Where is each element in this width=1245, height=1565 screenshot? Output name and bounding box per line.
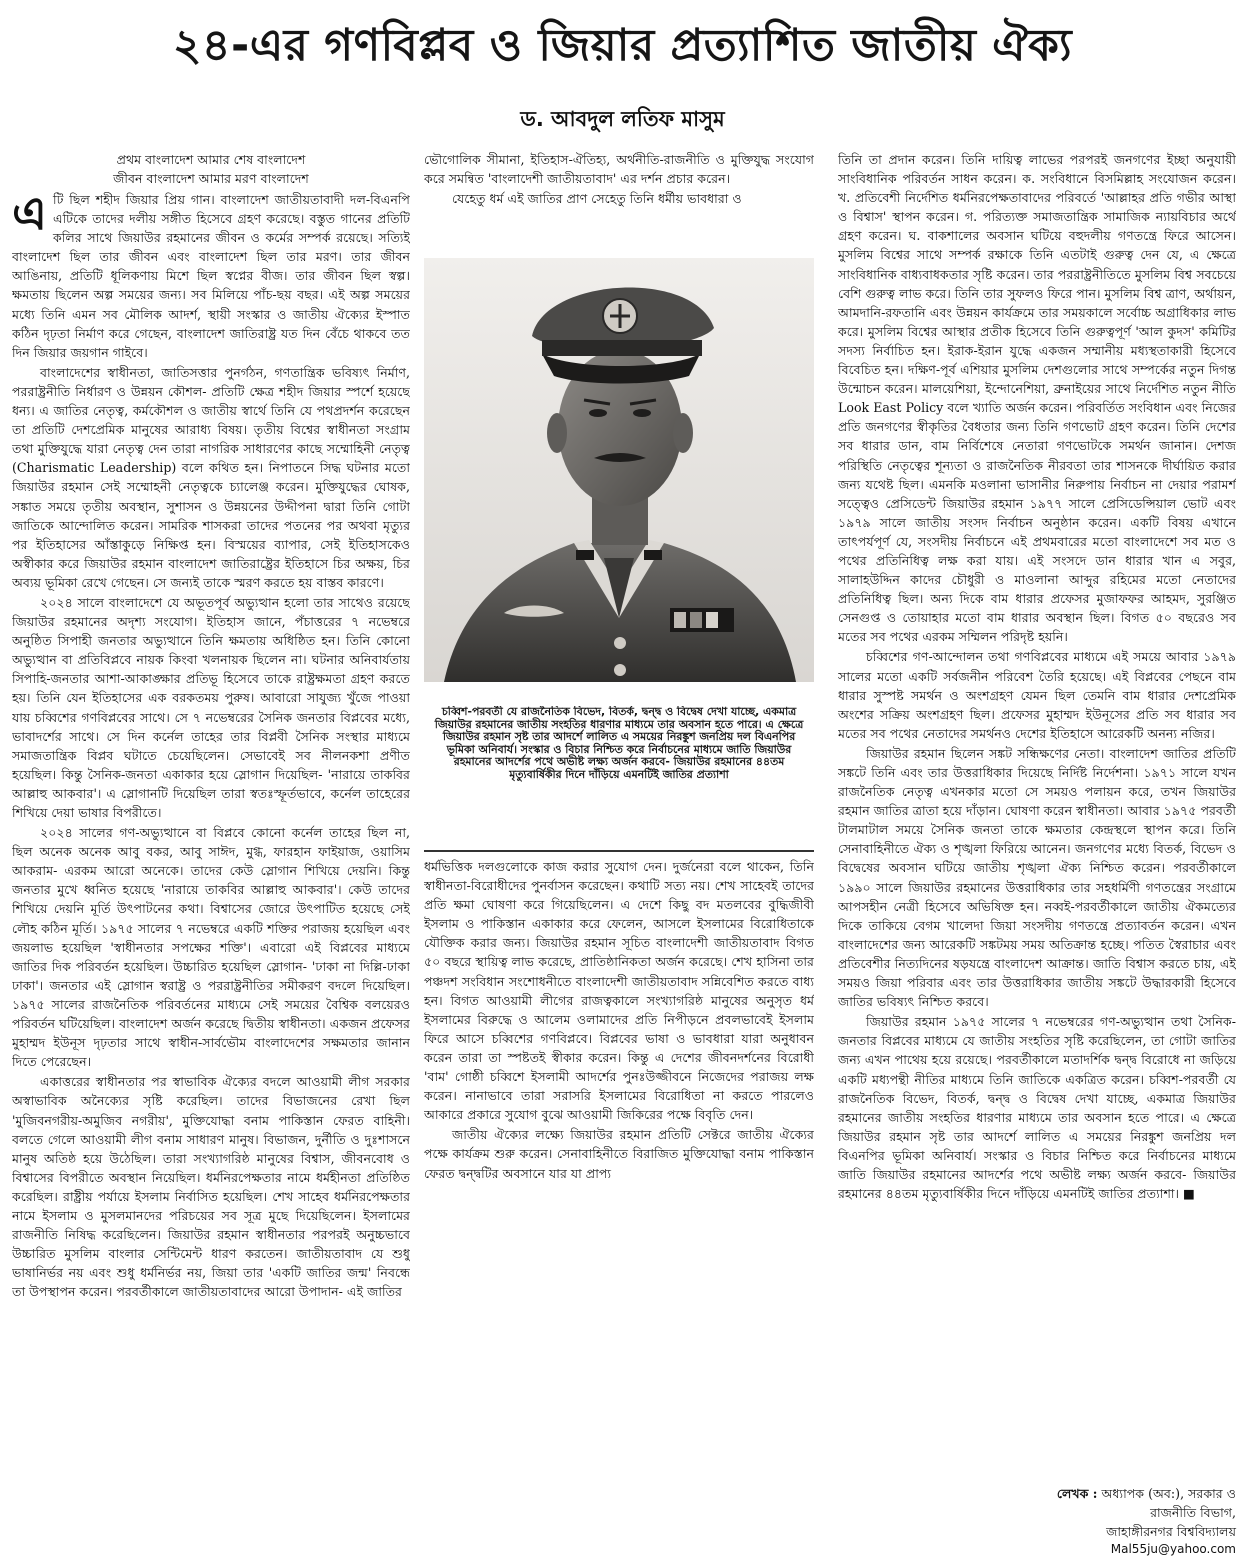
- column-1: [12, 150, 410, 1555]
- column-2-top: [424, 150, 814, 256]
- paragraph: বাংলাদেশের স্বাধীনতা, জাতিসত্তার পুনর্গঠন, গণতান্ত্রিক ভবিষ্যৎ নির্মাণ, পররাষ্ট্রনীতি নির্ধারণ ও উন্নয়ন কৌশল- প্রতিটি ক্ষেত্র শহীদ জিয়ার স্পর্শে হয়েছে ধন্য। এ জাতির নেতৃত্ব, কর্মকৌশল ও জাতীয় স্বার্থে তিনি যে পথপ্রদর্শন করেছেন তা প্রতিটি দেশপ্রেমিক মানুষের আরাধ্য বিষয়। তৃতীয় বিশ্বের স্বাধীনতা সংগ্রাম তথা মুক্তিযুদ্ধে যারা নেতৃত্ব দেন তারা নাগরিক সাধারণের কাছে সম্মোহিনী নেতৃত্ব (Charismatic Leadership) বলে কথিত হন। নিপাতনে সিদ্ধ ঘটনার মতো জিয়াউর রহমান সেই সম্মোহনী নেতৃত্বকে চ্যালেঞ্জ করেন। মুক্তিযুদ্ধের ঘোষক, সঙ্কাত সময়ে তৃতীয় অবস্থান, সুশাসন ও উন্নয়নের উদ্দীপনা দ্বারা তিনি গোটা জাতিকে আন্দোলিত করেন। সামরিক শাসকরা তাদের পতনের পর অথবা মৃত্যুর পর ইতিহাসের আঁস্তাকুড়ে নিক্ষিপ্ত হন। বিস্ময়ের ব্যাপার, সেই ইতিহাসকেও অস্বীকার করে জিয়াউর রহমান বাংলাদেশ জাতিরাষ্ট্রের ইতিহাসে চির অক্ষয়, চির অব্যয় ভূমিকা রেখে গেছেন। সে জন্যই তাকে স্মরণ করতে হয় বাস্তব কারণে।: [12, 364, 410, 590]
- author-credit-line-1: অধ্যাপক (অব:), সরকার ও: [1101, 1486, 1236, 1501]
- paragraph: ২০২৪ সালের গণ-অভ্যুত্থানে বা বিপ্লবে কোনো কর্নেল তাহের ছিল না, ছিল অনেক অনেক আবু বকর, আবু সাঈদ, মুগ্ধ, ফারহান ফাইয়াজ, ওয়াসিম আকরাম- এরকম আরো অনেকে। তাদের কেউ স্লোগান শিখিয়ে দেয়নি। কিন্তু জনতার মুখে ধ্বনিত হয়েছে 'নারায়ে তাকবির আল্লাহু আকবার'। কেউ তাদের শিখিয়ে দেয়নি মূর্তি উৎপাটনের কথা। বিশ্বাসের জোরে উৎপাটিত হয়েছে সেই লৌহ কঠিন মূর্তি। ১৯৭৫ সালের ৭ নভেম্বরে একটি শক্তির পরাজয় হয়েছিল এবং জয়লাভ হয়েছিল 'স্বাধীনতার সপক্ষের শক্তি'। এবারো এই বিপ্লবের মাধ্যমে জাতির দিক পরিবর্তন হয়েছিল। উচ্চারিত হয়েছিল স্লোগান- 'ঢাকা না দিল্লি-ঢাকা ঢাকা'। জনতার এই স্লোগান স্বরাষ্ট্র ও পররাষ্ট্রনীতির সমীকরণ বদলে দিয়েছিল। ১৯৭৫ সালের রাজনৈতিক পরিবর্তনের মাধ্যমে সেই সময়ের বৈশ্বিক বলয়েরও পরিবর্তন ঘটিয়েছিল। বাংলাদেশ অর্জন করেছে দ্বিতীয় স্বাধীনতা। একজন প্রফেসর মুহাম্মদ ইউনূস দৃঢ়তার সাথে স্বাধীন-সার্বভৌম বাংলাদেশের সক্ষমতার জানান দিতে পেরেছেন।: [12, 825, 410, 1070]
- byline: ড. আবদুল লতিফ মাসুম: [520, 107, 725, 131]
- drop-cap: এ: [12, 186, 47, 240]
- paragraph: জিয়াউর রহমান ১৯৭৫ সালের ৭ নভেম্বরের গণ-অভ্যুত্থান তথা সৈনিক-জনতার বিপ্লবের মাধ্যমে যে জাতীয় সংহতির সৃষ্টি করেছিলেন, তা গোটা জাতির জন্য এখন পাথেয় হয়ে রয়েছে। পরবর্তীকালে মতাদর্শিক দ্বন্দ্ব বিরোধে না জড়িয়ে একটি মধ্যপন্থী নীতির মাধ্যমে তিনি জাতিকে একত্রিত করেন। চব্বিশ-পরবর্তী যে রাজনৈতিক বিভেদ, বিতর্ক, দ্বন্দ্ব ও বিদ্বেষ দেখা যাচ্ছে, একমাত্র জিয়াউর রহমানের জাতীয় সংহতির ধারণার মাধ্যমে তার অবসান হতে পারে। এ ক্ষেত্রে জিয়াউর রহমান সৃষ্ট তার আদর্শে লালিত এ সময়ের নিরঙ্কুশ জনপ্রিয় দল বিএনপির ভূমিকা অনিবার্য। সংস্কার ও বিচার নিশ্চিত করে নির্বাচনের মাধ্যমে জাতি জিয়াউর রহমানের আদর্শের পথে অভীষ্ট লক্ষ্য অর্জন করবে- জিয়াউর রহমানের ৪৪তম মৃত্যুবার্ষিকীর দিনে দাঁড়িয়ে এমনটিই জাতির প্রত্যাশা। ■: [838, 1014, 1236, 1202]
- song-line-2: জীবন বাংলাদেশ আমার মরণ বাংলাদেশ: [113, 171, 309, 186]
- author-credit-line-2: রাজনীতি বিভাগ,: [1150, 1505, 1236, 1520]
- author-credit: [920, 1484, 1236, 1541]
- paragraph: একাত্তরের স্বাধীনতার পর স্বাভাবিক ঐক্যের বদলে আওয়ামী লীগ সরকার অস্বাভাবিক অনৈক্যের সৃষ্টি করেছিল। তাদের বিভাজনের রেখা ছিল 'মুজিবনগরীয়-অমুজিব নগরীয়', মুক্তিযোদ্ধা বনাম পাকিস্তান ফেরত বাহিনী। বলতে গেলে আওয়ামী লীগ বনাম সাধারণ মানুষ। বিভাজন, দুর্নীতি ও দুঃশাসনে মানুষ অতিষ্ঠ হয়ে উঠেছিল। তারা সংখ্যাগরিষ্ঠ মানুষের বিশ্বাস, জীবনবোধ ও বিশ্বাসের বিপরীতে অবস্থান নিয়েছিল। ধর্মনিরপেক্ষতার নামে ধর্মহীনতা প্রতিষ্ঠিত করেছিল। রাষ্ট্রীয় পর্যায়ে ইসলাম নির্বাসিত হয়েছিল। শেখ সাহেব ধর্মনিরপেক্ষতার নামে ইসলাম ও মুসলমানদের পরিচয়ের সব সূত্র মুছে দিয়েছিলেন। ইসলামের রাজনীতি নিষিদ্ধ করেছিলেন। জিয়াউর রহমান স্বাধীনতার পরপরই অনুচ্চভাবে উচ্চারিত মুসলিম বাংলার সেন্টিমেন্ট ধারণ করতেন। জাতীয়তাবাদ যে শুধু ভাষানির্ভর নয় এবং শুধু ধর্মনির্ভর নয়, জিয়া তার 'একটি জাতির জন্ম' নিবন্ধে তা উপস্থাপন করেন। পরবর্তীকালে জাতীয়তাবাদের আরো উপাদান- এই জাতির: [12, 1074, 410, 1300]
- paragraph: ২০২৪ সালে বাংলাদেশে যে অভূতপূর্ব অভ্যুত্থান হলো তার সাথেও রয়েছে জিয়াউর রহমানের অদৃশ্য সংযোগ। ইতিহাস জানে, পঁচাত্তরের ৭ নভেম্বরে অনুষ্ঠিত সিপাহী জনতার অভ্যুত্থানে তিনি ক্ষমতায় অধিষ্ঠিত হন। তিনি কোনো অভ্যুত্থান বা প্রতিবিপ্লবে নায়ক কিংবা খলনায়ক ছিলেন না। ঘটনার অনিবার্যতায় সিপাহি-জনতার আশা-আকাঙ্ক্ষার প্রতিভূ হিসেবে তাকে রাষ্ট্রক্ষমতা গ্রহণ করতে হয়। তিনি যেন ইতিহাসের এক বরকতময় পুরুষ। আবারো সাযুজ্য খুঁজে পাওয়া যায় চব্বিশের গণবিপ্লবের সাথে। সে ৭ নভেম্বরের সৈনিক জনতার বিপ্লবের মধ্যে, ভাবাদর্শের সাথে। সে দিন কর্নেল তাহের তার বিপ্লবী সৈনিক সংস্থার মাধ্যমে সমাজতান্ত্রিক বিপ্লব ঘটাতে চেয়েছিলেন। সেভাবেই সব নীলনকশা প্রণীত হয়েছিল। কিন্তু সৈনিক-জনতা একাকার হয়ে স্লোগান দিয়েছিল- 'নারায়ে তাকবির আল্লাহু আকবার'। এ স্লোগানটি দিয়েছিল তারা স্বতঃস্ফূর্তভাবে, কর্নেল তাহেরের শিখিয়ে দেয়া ভাষার বিপরীতে।: [12, 594, 410, 820]
- song-verse: [12, 150, 410, 188]
- author-credit-line-3: জাহাঙ্গীরনগর বিশ্ববিদ্যালয়: [1106, 1524, 1236, 1539]
- pull-quote: চব্বিশ-পরবর্তী যে রাজনৈতিক বিভেদ, বিতর্ক, দ্বন্দ্ব ও বিদ্বেষ দেখা যাচ্ছে, একমাত্র জিয়াউর রহমানের জাতীয় সংহতির ধারণার মাধ্যমে তার অবসান হতে পারে। এ ক্ষেত্রে জিয়াউর রহমান সৃষ্ট তার আদর্শে লালিত এ সময়ের নিরঙ্কুশ জনপ্রিয় দল বিএনপির ভূমিকা অনিবার্য। সংস্কার ও বিচার নিশ্চিত করে নির্বাচনের মাধ্যমে জাতি জিয়াউর রহমানের আদর্শের পথে অভীষ্ট লক্ষ্য অর্জন করবে- জিয়াউর রহমানের ৪৪তম মৃত্যুবার্ষিকীর দিনে দাঁড়িয়ে এমনটিই জাতির প্রত্যাশা: [434, 706, 804, 781]
- paragraph: ধর্মভিত্তিক দলগুলোকে কাজ করার সুযোগ দেন। দুর্জনেরা বলে থাকেন, তিনি স্বাধীনতা-বিরোধীদের পুনর্বাসন করেছেন। কথাটি সত্য নয়। শেখ সাহেবই তাদের প্রতি ক্ষমা ঘোষণা করে গিয়েছিলেন। এ দেশে কিছু বদ মতলবের বুদ্ধিজীবী ইসলাম ও পাকিস্তান একাকার করে ফেলেন, আসলে ইসলামের বিরোধিতাকে যৌক্তিক করার জন্য। জিয়াউর রহমান সূচিত বাংলাদেশী জাতীয়তাবাদ বিগত ৫০ বছরে স্থায়িত্ব লাভ করেছে, প্রাতিষ্ঠানিকতা অর্জন করেছে। শেখ হাসিনা তার পঞ্চদশ সংবিধান সংশোধনীতে বাংলাদেশী জাতীয়তাবাদ সন্নিবেশিত করতে বাধ্য হন। বিগত আওয়ামী লীগের রাজত্বকালে সংখ্যাগরিষ্ঠ মানুষের অনুসৃত ধর্ম ইসলামের বিরুদ্ধে ও আলেম ওলামাদের প্রতি নিপীড়নে প্রবলভাবেই ইসলাম ফিরে আসে চব্বিশের গণবিপ্লবে। বিপ্লবের ভাষা ও ভাবধারা যারা অনুধাবন করেন তারা তা স্পষ্টতই স্বীকার করেন। কিন্তু এ দেশের জীবনদর্শনের বিরোধী 'বাম' গোষ্ঠী চব্বিশে ইসলামী আদর্শের পুনঃউজ্জীবনে নিজেদের পরাজয় লক্ষ করেন। নানাভাবে তারা সরাসরি ইসলামের বিরোধিতা না করতে পারলেও আকারে প্রকারে সুযোগ বুঝে আওয়ামী জিকিরের পক্ষে বিবৃতি দেন।: [424, 859, 814, 1123]
- portrait-photo: [424, 258, 814, 682]
- headline: ২৪-এর গণবিপ্লব ও জিয়ার প্রত্যাশিত জাতীয় ঐক্য: [172, 20, 1073, 71]
- column-3: [838, 150, 1236, 1480]
- paragraph: ভৌগোলিক সীমানা, ইতিহাস-ঐতিহ্য, অর্থনীতি-রাজনীতি ও মুক্তিযুদ্ধ সংযোগ করে সমন্বিত 'বাংলাদেশী জাতীয়তাবাদ' এর দর্শন প্রচার করেন।: [424, 152, 814, 187]
- portrait-photo-icon: [424, 258, 814, 682]
- song-line-1: প্রথম বাংলাদেশ আমার শেষ বাংলাদেশ: [116, 152, 306, 167]
- paragraph: [12, 186, 410, 362]
- paragraph-text: টি ছিল শহীদ জিয়ার প্রিয় গান। বাংলাদেশ জাতীয়তাবাদী দল-বিএনপি এটিকে তাদের দলীয় সঙ্গীত হিসেবে গ্রহণ করেছে। বস্তুত গানের প্রতিটি কলির সাথে জিয়াউর রহমানের জীবন ও কর্মের সম্পর্ক রয়েছে। সত্যিই বাংলাদেশ ছিল তার জীবন এবং বাংলাদেশ ছিল তার মরণ। তার জীবন আঙিনায়, প্রতিটি ধূলিকণায় মিশে ছিল স্বপ্নের বীজ। তার জীবন ছিল স্বল্প। ক্ষমতায় ছিলেন অল্প সময়ের জন্য। সব মিলিয়ে পাঁচ-ছয় বছর। এই অল্প সময়ের মধ্যে তিনি এমন সব মৌলিক আদর্শ, স্থায়ী সংস্কার ও জাতীয় ঐক্যের ইস্পাত কঠিন দৃঢ়তা নির্মাণ করে গেছেন, বাংলাদেশ জাতিরাষ্ট্র যত দিন বেঁচে থাকবে তত দিন জিয়ার জয়গান গাইবে।: [12, 192, 410, 360]
- paragraph: চব্বিশের গণ-আন্দোলন তথা গণবিপ্লবের মাধ্যমে এই সময়ে আবার ১৯৭৯ সালের মতো একটি সর্বজনীন পরিবেশ তৈরি হয়েছে। এই বিপ্লবের পেছনে বাম ধারার সুস্পষ্ট সমর্থন ও অংশগ্রহণ যেমন ছিল তেমনি বাম ধারার দেশপ্রেমিক অংশের সক্রিয় অংশগ্রহণ ছিল। প্রফেসর মুহাম্মদ ইউনূসের প্রতি সব ধারার সব মতের সব পথের নেতাদের সমর্থনও দেশের ইতিহাসে আরেকটি অনন্য নজির।: [838, 649, 1236, 741]
- column-2-bottom: [424, 857, 814, 1555]
- paragraph: তিনি তা প্রদান করেন। তিনি দায়িত্ব লাভের পরপরই জনগণের ইচ্ছা অনুযায়ী সাংবিধানিক পরিবর্তন সাধন করেন। ক. সংবিধানে বিসমিল্লাহ সংযোজন করেন। খ. প্রতিবেশী নির্দেশিত ধর্মনিরপেক্ষতাবাদের পরিবর্তে 'আল্লাহর প্রতি গভীর আস্থা ও বিশ্বাস' স্থাপন করেন। গ. পরিত্যক্ত সমাজতান্ত্রিক সামাজিক ন্যায়বিচার অর্থে গ্রহণ করেন। ঘ. বাকশালের অবসান ঘটিয়ে বহুদলীয় গণতন্ত্রে ফিরে আসেন। মুসলিম বিশ্বের সাথে সম্পর্ক রক্ষাকে তিনি এতটাই গুরুত্ব দেন যে, এ ক্ষেত্রে সাংবিধানিক বাধ্যবাধকতার সৃষ্টি করেন। তার পররাষ্ট্রনীতিতে মুসলিম বিশ্ব সবচেয়ে বেশি গুরুত্ব লাভ করে। তিনি তার সুফলও ফিরে পান। মুসলিম বিশ্ব ত্রাণ, অর্থায়ন, আমদানি-রফতানি এবং উন্নয়ন কার্যক্রমে তার সময়কালে সর্বোচ্চ অগ্রাধিকার লাভ করে। মুসলিম বিশ্বের আস্থার প্রতীক হিসেবে তিনি গুরুত্বপূর্ণ 'আল কুদস' কমিটির সদস্য নির্বাচিত হন। ইরাক-ইরান যুদ্ধে একজন সম্মানীয় মধ্যস্থতাকারী হিসেবে বিবেচিত হন। দক্ষিণ-পূর্ব এশিয়ার মুসলিম দেশগুলোর সাথে সম্পর্কের নতুন দিগন্ত উন্মোচন করেন। মালয়েশিয়া, ইন্দোনেশিয়া, ব্রুনাইয়ের সাথে নির্দেশিত নতুন নীতি Look East Policy বলে খ্যাতি অর্জন করেন। পরিবর্তিত সংবিধান এবং নিজের প্রতি জনগণের স্বীকৃতির বৈধতার জন্য তিনি গণভোট গ্রহণ করেন। তিনি দেশের সব ধারার ডান, বাম নির্বিশেষে নেতারা গণভোটকে সমর্থন জানান। দেশজ পরিস্থিতি নেতৃত্বের শূন্যতা ও রাজনৈতিক নীরবতা তার শাসনকে দীর্ঘায়িত করার জন্য যথেষ্ট ছিল। এমনকি মওলানা ভাসানীর নিরুপায় নির্বাচন না দেয়ার পরামর্শ সত্ত্বেও প্রেসিডেন্ট জিয়াউর রহমান ১৯৭৭ সালে প্রেসিডেন্সিয়াল ভোট এবং ১৯৭৯ সালে জাতীয় সংসদ নির্বাচন অনুষ্ঠান করেন। একটি বিষয় এখানে তাৎপর্যপূর্ণ যে, সংসদীয় নির্বাচনে এই প্রথমবারের মতো বাংলাদেশে সব মত ও পথের প্রতিনিধিত্ব লক্ষ করা যায়। এই সংসদে ডান ধারার খান এ সবুর, সালাহউদ্দিন কাদের চৌধুরী ও মাওলানা আব্দুর রহিমের মতো নেতাদের প্রতিনিধিত্ব ছিল। অন্য দিকে বাম ধারার প্রফেসর মুজাফফর আহমদ, সুরঞ্জিত সেনগুপ্ত ও তোয়াহার মতো বাম ধারার অবস্থান ছিল। বিগত ৫০ বছরেও সব মতের সব পথের এরকম সম্মিলন পরিদৃষ্ট হয়নি।: [838, 152, 1236, 645]
- author-credit-label: লেখক :: [1056, 1486, 1098, 1501]
- author-email[interactable]: Mal55ju@yahoo.com: [1110, 1542, 1236, 1556]
- paragraph: যেহেতু ধর্ম এই জাতির প্রাণ সেহেতু তিনি ধর্মীয় ভাবধারা ও: [452, 191, 742, 207]
- paragraph: জাতীয় ঐক্যের লক্ষ্যে জিয়াউর রহমান প্রতিটি সেক্টরে জাতীয় ঐক্যের পক্ষে কার্যক্রম শুরু করেন। সেনাবাহিনীতে বিরাজিত মুক্তিযোদ্ধা বনাম পাকিস্তান ফেরত দ্বন্দ্বটির অবসানে যার যা প্রাপ্য: [424, 1127, 814, 1181]
- pull-quote-divider: [424, 850, 814, 852]
- paragraph: জিয়াউর রহমান ছিলেন সঙ্কট সন্ধিক্ষণের নেতা। বাংলাদেশ জাতির প্রতিটি সঙ্কটে তিনি এবং তার উত্তরাধিকার দিয়েছে নির্দিষ্ট নির্দেশনা। ১৯৭১ সালে যখন রাজনৈতিক নেতৃত্ব এখনকার মতো সে সময়ও পলায়ন করে, তখন জিয়াউর রহমান জাতির ত্রাতা হয়ে দাঁড়ান। ঘোষণা করেন স্বাধীনতা। আবার ১৯৭৫ পরবর্তী টালমাটাল সময়ে সৈনিক জনতা তাকে ক্ষমতার কেন্দ্রস্থলে স্থাপন করে। তিনি সেনাবাহিনীতে ঐক্য ও শৃঙ্খলা ফিরিয়ে আনেন। জনগণের মধ্যে বিতর্ক, বিভেদ ও বিদ্বেষের অবসান ঘটিয়ে জাতীয় শৃঙ্খলা ঐক্য নিশ্চিত করেন। পরবর্তীকালে ১৯৯০ সালে জিয়াউর রহমানের উত্তরাধিকার তার সহধর্মিণী গণতন্ত্রের সংগ্রামে আপসহীন নেত্রী হিসেবে অভিষিক্ত হন। নব্বই-পরবর্তীকালে জাতীয় ঐকমত্যের দিকে তাকিয়ে বেগম খালেদা জিয়া সংসদীয় গণতন্ত্রে প্রত্যাবর্তন করেন। এখন বাংলাদেশের জন্য আরেকটি সঙ্কটময় সময় অতিক্রান্ত হচ্ছে। পতিত স্বৈরাচার এবং প্রতিবেশীর নিত্যদিনের ষড়যন্ত্রে বাংলাদেশ আক্রান্ত। জাতি বিশ্বাস করতে চায়, এই সময়ও জিয়া পরিবার এবং তার উত্তরাধিকার জাতীয় সঙ্কটে উদ্ধারকারী হিসেবে জাতির ভবিষ্যৎ নিশ্চিত করবে।: [838, 745, 1236, 1010]
